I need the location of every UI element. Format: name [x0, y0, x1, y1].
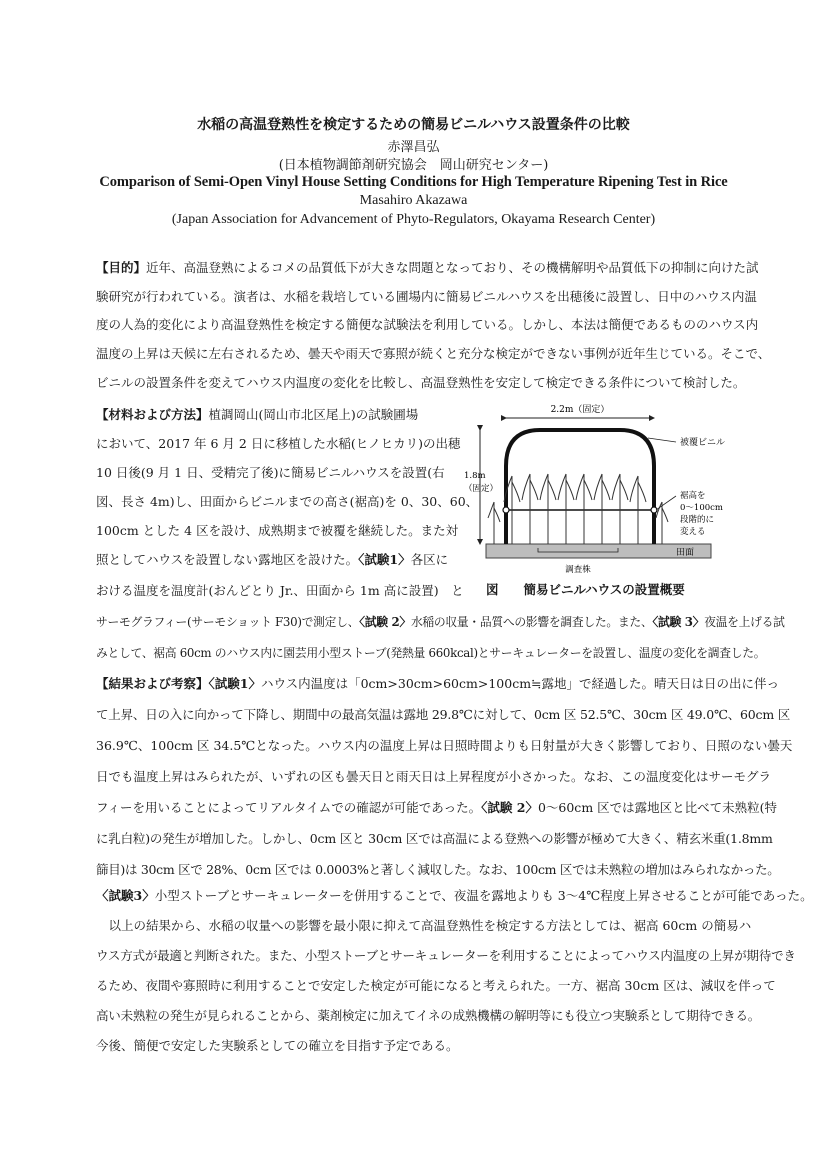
exp1-label: 〈試験1〉: [358, 552, 411, 567]
figure-caption: 図 簡易ビニルハウスの設置概要: [486, 582, 685, 597]
affiliation-ja: (日本植物調節剤研究協会 岡山研究センター): [278, 158, 549, 173]
author-ja: 赤澤昌弘: [387, 140, 440, 155]
house-frame: [506, 430, 654, 544]
purpose-text: 近年、高温登熟によるコメの品質低下が大きな問題となっており、その機構解明や品質低下の抑制に向けた試: [146, 260, 759, 275]
results-text: ハウス内温度は「0cm>30cm>60cm>100cm≒露地」で経過した。晴天日は日の出に伴っ: [260, 676, 780, 691]
results-line: [96, 798, 777, 818]
methods-text: 照としてハウスを設置しない露地区を設けた。: [96, 552, 359, 567]
results-line: 36.9℃、100cm 区 34.5℃となった。ハウス内の温度上昇は日照時間よりも日射量が大きく影響しており、日照のない曇天: [96, 738, 793, 753]
purpose-heading: 【目的】: [96, 260, 147, 275]
exp2-label: 〈試験 2〉: [359, 615, 411, 629]
methods-line: 図、長さ 4m)し、田面からビニルまでの高さ(裾高)を 0、30、60、: [96, 494, 479, 509]
exp3-label: 〈試験 3〉: [652, 615, 705, 629]
results-text: 小型ストーブとサーキュレーターを併用することで、夜温を露地よりも 3～4℃程度上昇させることが可能であった。: [154, 888, 813, 903]
methods-text: 植調岡山(岡山市北区尾上)の試験圃場: [208, 407, 419, 422]
height-label-1: 1.8m: [464, 471, 486, 481]
exp2-label: 〈試験 2〉: [481, 800, 538, 815]
affiliation-en: (Japan Association for Advancement of Phyto-Regulators, Okayama Research Center): [171, 212, 656, 227]
methods-line: [96, 550, 448, 570]
methods-line: [96, 405, 418, 425]
methods-text: サーモグラフィー(サーモショット F30)で測定し、: [96, 615, 360, 629]
hem-pointer: [656, 496, 676, 510]
methods-line: 100cm とした 4 区を設け、成熟期まで被覆を継続した。また対: [96, 523, 459, 538]
title-ja: 水稲の高温登熟性を検定するための簡易ビニルハウス設置条件の比較: [197, 117, 630, 133]
hem-label-1: 裾高を: [680, 491, 706, 501]
methods-text: 各区に: [410, 552, 449, 567]
title-en: Comparison of Semi-Open Vinyl House Setting Conditions for High Temperature Ripening Test in Rice: [99, 174, 728, 190]
exp3-label: 〈試験3〉: [96, 888, 155, 903]
methods-text: 水稲の収量・品質への影響を調査した。また、: [410, 615, 653, 629]
results-line: るため、夜間や寡照時に利用することで安定した検定が可能になると考えられた。一方、裾高 30cm 区は、減収を伴って: [96, 978, 776, 993]
methods-text: 夜温を上げる試: [704, 615, 785, 629]
results-text: 0～60cm 区では露地区と比べて未熟粒(特: [537, 800, 778, 815]
results-line: 以上の結果から、水稲の収量への影響を最小限に抑えて高温登熟性を検定する方法としては、裾高 60cm の簡易ハ: [96, 918, 752, 933]
results-line: 篩目)は 30cm 区で 28%、0cm 区では 0.0003%と著しく減収した。なお、100cm 区では未熟粒の増加はみられなかった。: [96, 862, 780, 877]
survey-plants-label: 調査株: [565, 565, 591, 575]
vinyl-pointer: [648, 438, 676, 442]
results-text: フィーを用いることによってリアルタイムでの確認が可能であった。: [96, 800, 482, 815]
purpose-line: 験研究が行われている。演者は、水稲を栽培している圃場内に簡易ビニルハウスを出穂後に設置し、日中のハウス内温: [96, 289, 757, 304]
hem-label-4: 変える: [680, 527, 706, 537]
vinyl-label: 被覆ビニル: [680, 438, 726, 448]
results-heading: 【結果および考察】: [96, 676, 209, 691]
results-line: [96, 674, 779, 694]
results-line: [96, 886, 813, 906]
results-line: 今後、簡便で安定した実験系としての確立を目指す予定である。: [96, 1038, 459, 1053]
results-line: 日でも温度上昇はみられたが、いずれの区も曇天日と雨天日は上昇程度が小さかった。なお、この温度変化はサーモグラ: [96, 769, 772, 784]
methods-line: 10 日後(9 月 1 日、受精完了後)に簡易ビニルハウスを設置(右: [96, 465, 445, 480]
hem-label-2: 0～100cm: [680, 503, 723, 513]
hem-label-3: 段階的に: [680, 515, 715, 525]
methods-line: [96, 612, 785, 632]
purpose-line: ビニルの設置条件を変えてハウス内温度の変化を比較し、高温登熟性を安定して検定できる条件について検討した。: [96, 375, 746, 390]
exp1-label: 〈試験1〉: [208, 676, 261, 691]
author-en: Masahiro Akazawa: [359, 193, 468, 208]
purpose-line: 温度の上昇は天候に左右されるため、曇天や雨天で寡照が続くと充分な検定ができない事例が近年生じている。そこで、: [96, 346, 771, 361]
methods-line: みとして、裾高 60cm のハウス内に園芸用小型ストーブ(発熱量 660kcal)とサーキュレーターを設置し、温度の変化を調査した。: [96, 646, 766, 660]
results-line: て上昇、日の入に向かって下降し、期間中の最高気温は露地 29.8℃に対して、0cm 区 52.5℃、30cm 区 49.0℃、60cm 区: [96, 707, 791, 722]
hem-joint: [503, 507, 509, 513]
methods-line: において、2017 年 6 月 2 日に移植した水稲(ヒノヒカリ)の出穂: [96, 436, 461, 451]
results-line: ウス方式が最適と判断された。また、小型ストーブとサーキュレーターを利用することによってハウス内温度の上昇が期待でき: [96, 948, 796, 963]
purpose-line: 度の人為的変化により高温登熟性を検定する簡便な試験法を利用している。しかし、本法は簡便であるもののハウス内: [96, 317, 759, 332]
rice-plants: [488, 474, 668, 544]
width-label: 2.2m（固定）: [550, 405, 610, 415]
height-label-2: （固定）: [464, 484, 499, 494]
purpose-line: [96, 258, 759, 278]
results-line: 高い未熟粒の発生が見られることから、薬剤検定に加えてイネの成熟機構の解明等にも役立つ実験系として期待できる。: [96, 1008, 761, 1023]
vinyl-house-diagram: [458, 398, 748, 578]
field-label: 田面: [676, 548, 695, 558]
methods-heading: 【材料および方法】: [96, 407, 209, 422]
results-line: に乳白粒)の発生が増加した。しかし、0cm 区と 30cm 区では高温による登熟への影響が極めて大きく、精玄米重(1.8mm: [96, 831, 773, 846]
methods-line: おける温度を温度計(おんどとり Jr.、田面から 1m 高に設置) と: [96, 583, 464, 598]
